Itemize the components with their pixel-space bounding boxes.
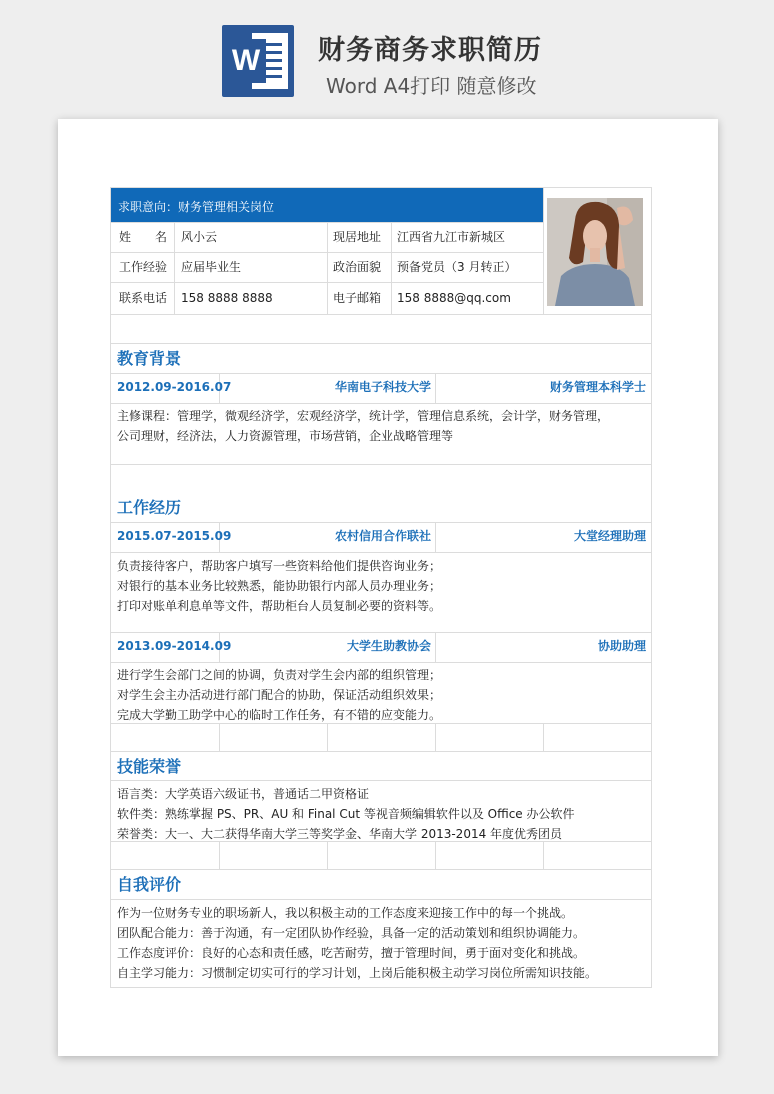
job-line: 负责接待客户，帮助客户填写一些资料给他们提供咨询业务； — [117, 559, 442, 573]
self-eval-line: 自主学习能力：习惯制定切实可行的学习计划，上岗后能积极主动学习岗位所需知识技能。 — [117, 966, 598, 980]
education-school: 华南电子科技大学 — [334, 380, 431, 394]
job-line: 对学生会主办活动进行部门配合的协助，保证活动组织效果； — [117, 688, 442, 702]
page-subtitle: Word A4打印 随意修改 — [326, 74, 537, 98]
education-date: 2012.09-2016.07 — [117, 380, 232, 394]
experience-label: 工作经验 — [119, 260, 168, 274]
job-line: 对银行的基本业务比较熟悉，能协助银行内部人员办理业务； — [117, 579, 442, 593]
skill-line: 语言类：大学英语六级证书，普通话二甲资格证 — [117, 787, 370, 801]
word-logo-icon — [222, 25, 294, 97]
skill-line: 荣誉类：大一、大二获得华南大学三等奖学金、华南大学 2013-2014 年度优秀团员 — [117, 827, 563, 841]
job-date: 2015.07-2015.09 — [117, 529, 232, 543]
phone-label: 联系电话 — [119, 291, 168, 305]
document-page — [58, 119, 718, 1056]
job-description — [117, 665, 441, 725]
address-value: 江西省九江市新城区 — [397, 230, 506, 244]
job-role: 协助助理 — [597, 639, 646, 653]
self-eval-title: 自我评价 — [117, 875, 182, 894]
course-line: 主修课程：管理学，微观经济学，宏观经济学，统计学，管理信息系统，会计学，财务管理， — [117, 409, 610, 423]
self-eval-line: 团队配合能力：善于沟通，有一定团队协作经验，具备一定的活动策划和组织协调能力。 — [117, 926, 586, 940]
skills-list — [117, 784, 575, 844]
address-label: 现居地址 — [333, 230, 382, 244]
politics-value: 预备党员（3 月转正） — [397, 260, 517, 274]
self-eval-text — [117, 903, 597, 983]
email-label: 电子邮箱 — [333, 291, 382, 305]
education-title: 教育背景 — [117, 349, 182, 368]
job-org: 农村信用合作联社 — [334, 529, 431, 543]
job-line: 打印对账单利息单等文件，帮助柜台人员复制必要的资料等。 — [117, 599, 442, 613]
education-degree: 财务管理本科学士 — [549, 380, 646, 394]
job-description — [117, 556, 441, 616]
education-courses — [117, 406, 609, 446]
word-letter: W — [226, 39, 266, 83]
skill-line: 软件类：熟练掌握 PS、PR、AU 和 Final Cut 等视音频编辑软件以及 Office 办公软件 — [117, 807, 575, 821]
profile-photo — [547, 198, 643, 306]
resume-table — [110, 187, 652, 988]
job-date: 2013.09-2014.09 — [117, 639, 232, 653]
job-line: 进行学生会部门之间的协调，负责对学生会内部的组织管理； — [117, 668, 442, 682]
self-eval-line: 工作态度评价：良好的心态和责任感，吃苦耐劳，擅于管理时间，勇于面对变化和挑战。 — [117, 946, 586, 960]
job-line: 完成大学勤工助学中心的临时工作任务，有不错的应变能力。 — [117, 708, 442, 722]
job-intent-bar: 求职意向：财务管理相关岗位 — [111, 188, 543, 222]
email-value: 158 8888@qq.com — [397, 291, 511, 305]
job-org: 大学生助教协会 — [346, 639, 431, 653]
self-eval-line: 作为一位财务专业的职场新人，我以积极主动的工作态度来迎接工作中的每一个挑战。 — [117, 906, 574, 920]
name-value: 风小云 — [181, 230, 218, 244]
politics-label: 政治面貌 — [333, 260, 382, 274]
skills-title: 技能荣誉 — [117, 757, 182, 776]
work-title: 工作经历 — [117, 498, 182, 517]
experience-value: 应届毕业生 — [181, 260, 242, 274]
job-role: 大堂经理助理 — [573, 529, 646, 543]
portrait-image — [547, 198, 643, 306]
course-line: 公司理财，经济法，人力资源管理，市场营销，企业战略管理等 — [117, 429, 454, 443]
phone-value: 158 8888 8888 — [181, 291, 273, 305]
name-label: 姓 名 — [119, 230, 168, 244]
page-title: 财务商务求职简历 — [318, 35, 542, 66]
